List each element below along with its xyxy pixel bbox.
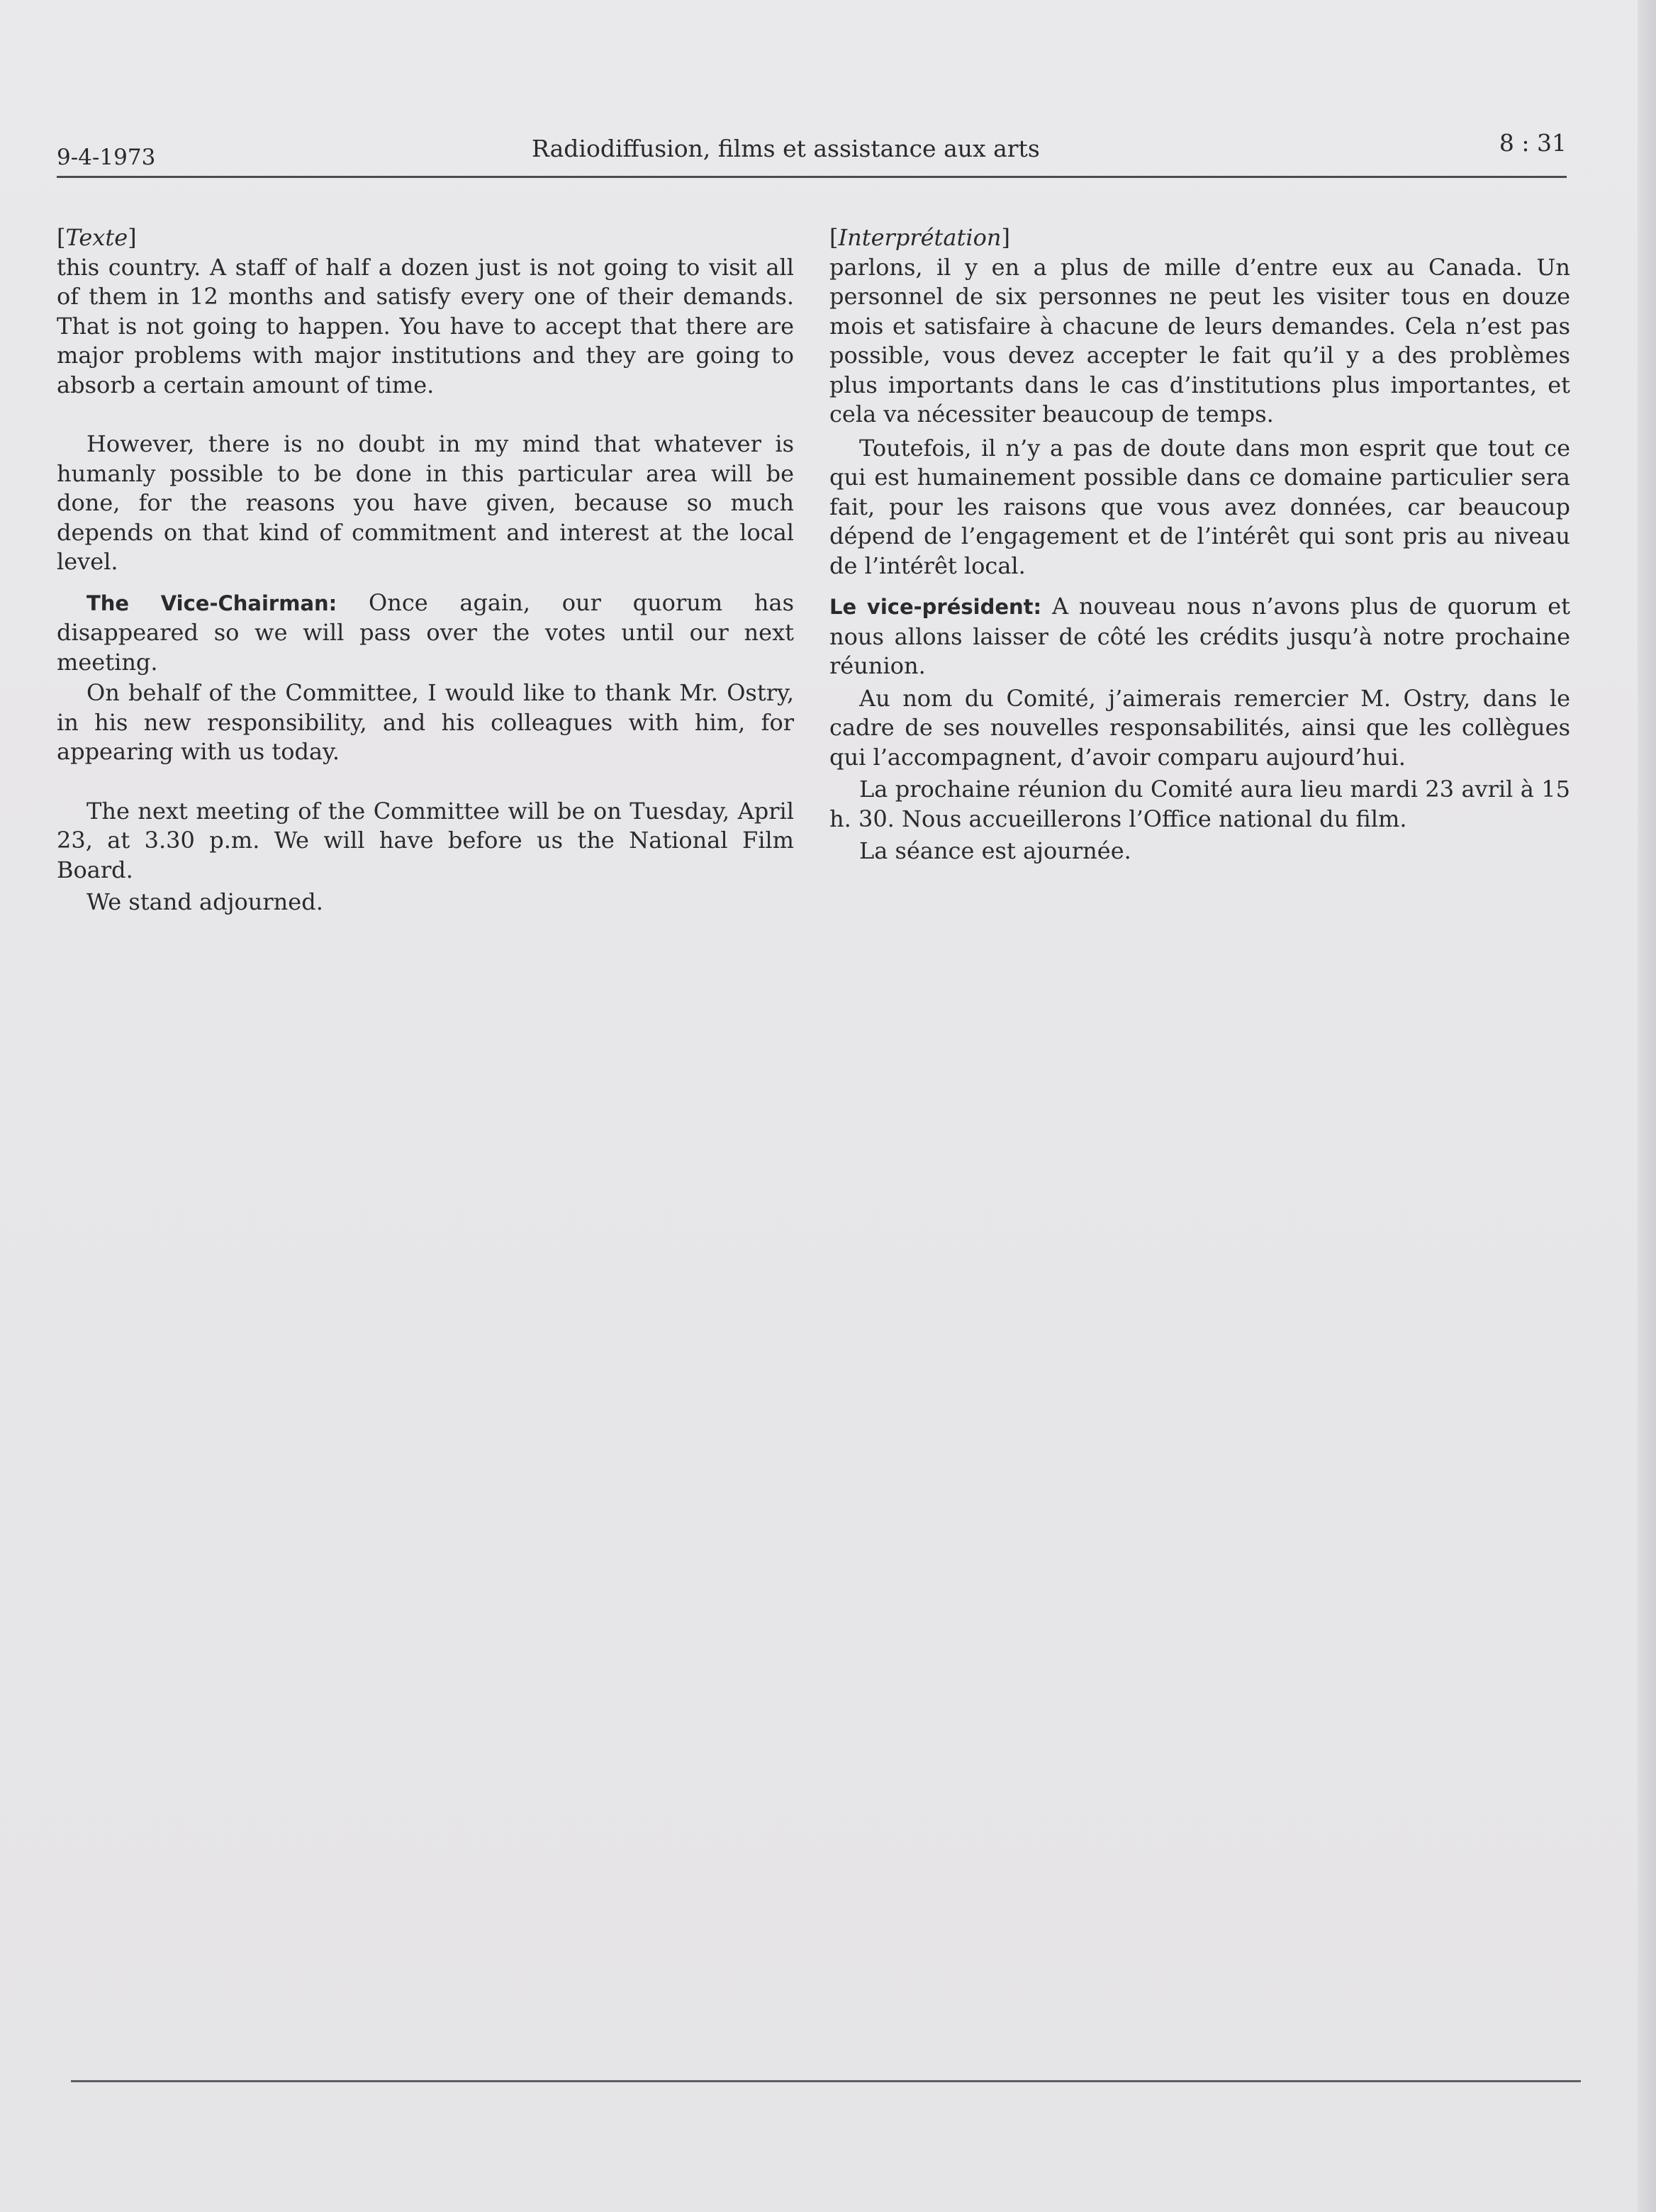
english-column: [57, 223, 794, 917]
paragraph: La prochaine réunion du Comité aura lieu mardi 23 avril à 15 h. 30. Nous accueillerons l’Office national du film.: [829, 776, 1570, 832]
page-header: [57, 126, 1567, 178]
speaker-paragraph: [829, 592, 1570, 681]
speaker-text: Once again, our quorum has disappeared so we will pass over the votes until our next meeting.: [57, 588, 795, 676]
speaker-text: A nouveau nous n’avons plus de quorum et nous allons laisser de côté les crédits jusqu’à notre prochaine réunion.: [829, 593, 1571, 679]
speaker-label: The Vice-Chairman:: [86, 591, 337, 615]
header-page-number: 8 : 31: [1499, 129, 1567, 157]
paragraph: On behalf of the Committee, I would like to thank Mr. Ostry, in his new responsibility, and his colleagues with him, for appearing with us today.: [57, 679, 794, 765]
header-running-title: Radiodiffusion, films et assistance aux arts: [532, 135, 1040, 162]
paragraph: La séance est ajournée.: [859, 837, 1131, 864]
column-language-tag: [Interprétation]: [829, 224, 1010, 251]
paragraph: Au nom du Comité, j’aimerais remercier M. Ostry, dans le cadre de ses nouvelles responsabilités, ainsi que les collègues qui l’accompagnent, d’avoir comparu aujourd’hui.: [829, 684, 1570, 771]
paragraph: Toutefois, il n’y a pas de doute dans mon esprit que tout ce qui est humainement possible dans ce domaine particulier sera fait, pour les raisons que vous avez données, car beaucoup dépend de l’engagement et de l’intérêt qui sont pris au niveau de l’intérêt local.: [829, 434, 1570, 579]
french-column: [829, 223, 1570, 866]
paragraph-gap: [829, 581, 1570, 592]
column-language-tag: [Texte]: [57, 224, 137, 251]
paragraph: The next meeting of the Committee will be on Tuesday, April 23, at 3.30 p.m. We will have before us the National Film Board.: [57, 797, 794, 883]
paragraph: this country. A staff of half a dozen just is not going to visit all of them in 12 months and satisfy every one of their demands. That is not going to happen. You have to accept that there are major problems with major institutions and they are going to absorb a certain amount of time.: [57, 253, 794, 398]
bottom-rule: [71, 2080, 1581, 2082]
binding-edge: [1638, 0, 1656, 2212]
speaker-paragraph: [57, 588, 794, 678]
paragraph-gap: [57, 577, 794, 588]
header-date: 9-4-1973: [57, 145, 156, 170]
paragraph: We stand adjourned.: [86, 888, 323, 915]
paragraph: parlons, il y en a plus de mille d’entre eux au Canada. Un personnel de six personnes ne peut les visiter tous en douze mois et satisfaire à chacune de leurs demandes. Cela n’est pas possible, vous devez accepter le fait qu’il y a des problèmes plus importants dans le cas d’institutions plus importantes, et cela va nécessiter beaucoup de temps.: [829, 253, 1570, 428]
speaker-label: Le vice-président:: [829, 595, 1042, 619]
paragraph-gap: [57, 400, 794, 430]
paragraph-gap: [57, 767, 794, 797]
paragraph: However, there is no doubt in my mind that whatever is humanly possible to be done in this particular area will be done, for the reasons you have given, because so much depends on that kind of commitment and interest at the local level.: [57, 430, 794, 575]
